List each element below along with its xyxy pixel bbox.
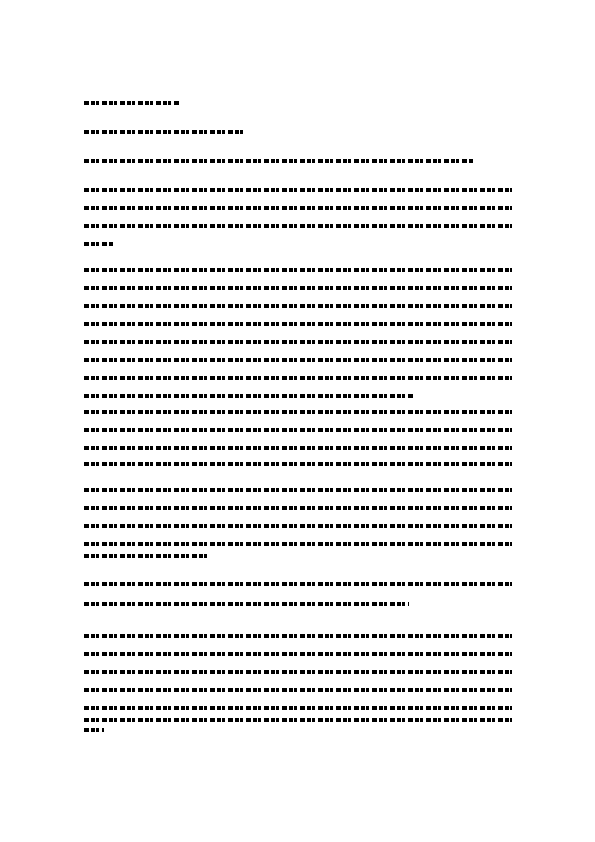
paragraph-line	[84, 706, 512, 710]
paragraph-line	[84, 206, 512, 210]
paragraph-line	[84, 670, 512, 674]
paragraph-line	[84, 506, 512, 510]
paragraph-line	[84, 358, 512, 362]
paragraph-line	[84, 428, 512, 432]
paragraph-line	[84, 304, 512, 308]
paragraph-line	[84, 224, 512, 228]
intro-line	[84, 159, 474, 163]
paragraph-line	[84, 410, 512, 414]
paragraph-line	[84, 268, 512, 272]
paragraph-line	[84, 582, 512, 586]
paragraph-line	[84, 462, 512, 466]
paragraph-line	[84, 602, 409, 606]
paragraph-line	[84, 322, 512, 326]
paragraph-line	[84, 524, 512, 528]
paragraph-line	[84, 554, 208, 558]
paragraph-line	[84, 542, 512, 546]
subheading-line	[84, 130, 244, 134]
paragraph-line	[84, 688, 512, 692]
paragraph-line	[84, 652, 512, 656]
paragraph-line	[84, 718, 512, 722]
paragraph-line	[84, 376, 512, 380]
heading-line	[84, 101, 181, 105]
paragraph-line	[84, 394, 414, 398]
paragraph-line	[84, 446, 512, 450]
paragraph-line	[84, 634, 512, 638]
paragraph-line	[84, 286, 512, 290]
paragraph-line	[84, 242, 114, 246]
paragraph-line	[84, 488, 512, 492]
paragraph-line	[84, 188, 512, 192]
paragraph-line	[84, 340, 512, 344]
paragraph-line	[84, 728, 104, 732]
